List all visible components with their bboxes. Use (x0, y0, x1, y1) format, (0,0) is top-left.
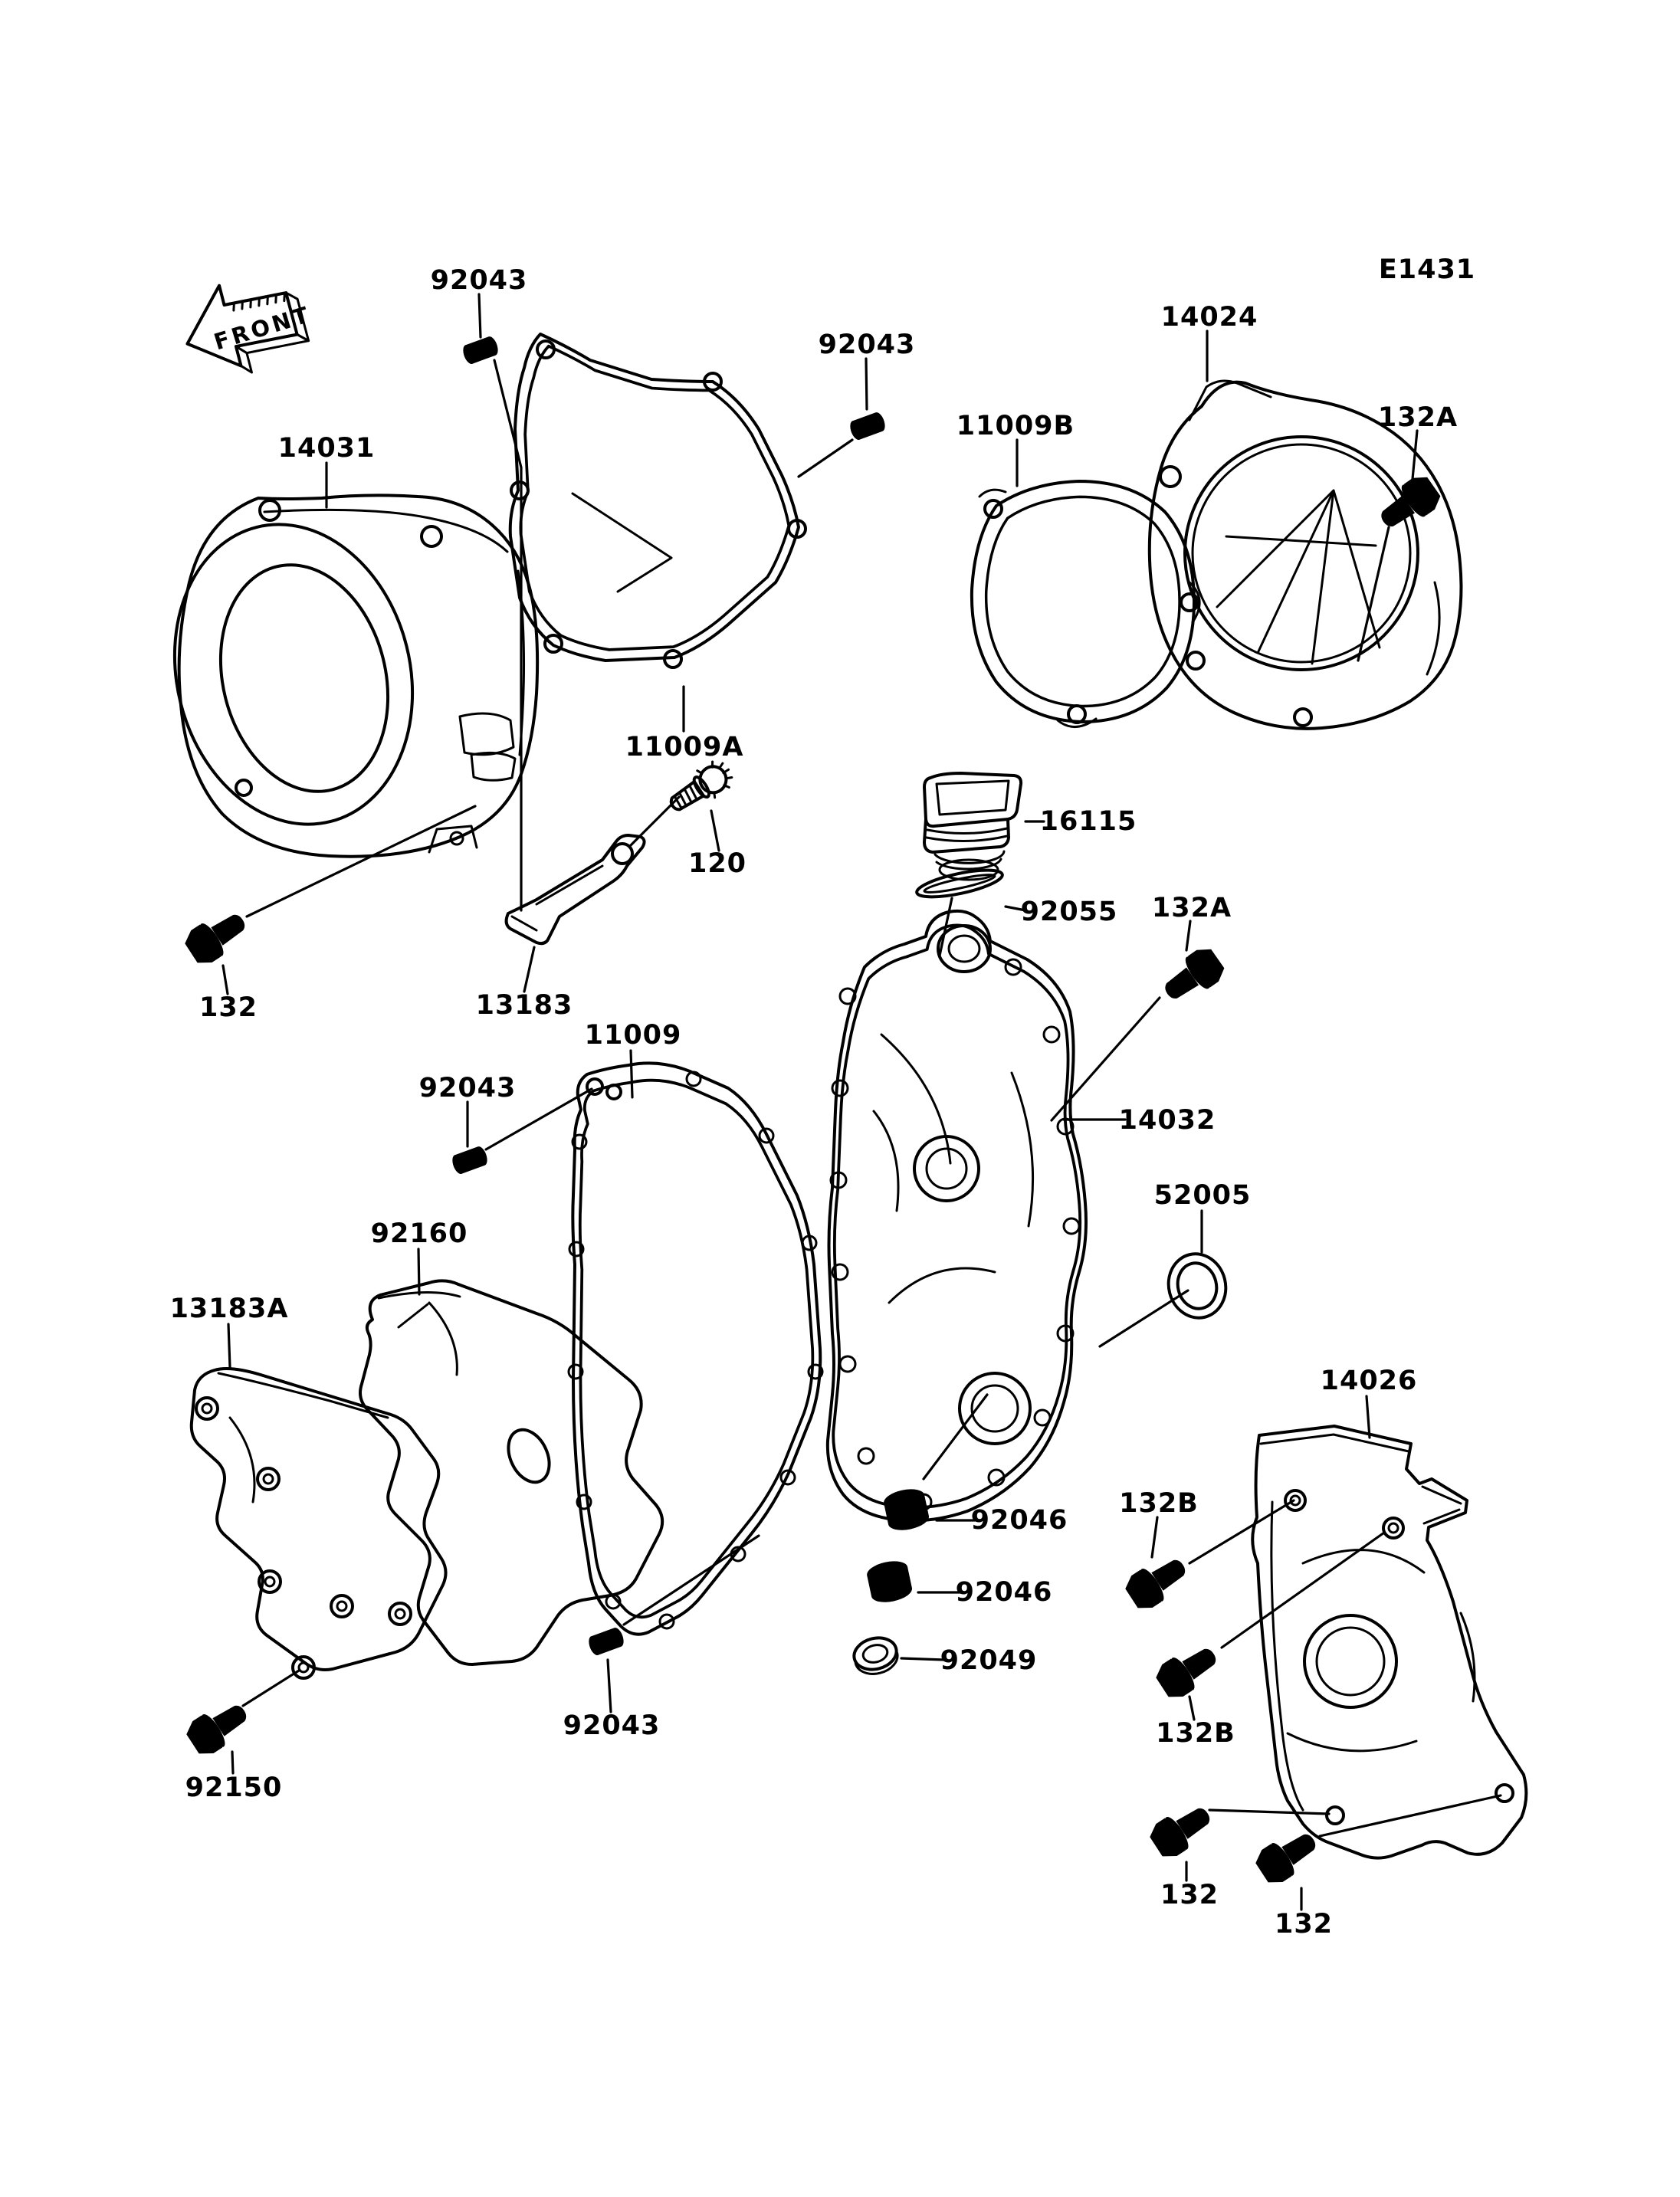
part-label-132A-b: 132A (1151, 893, 1232, 923)
part-label-92049: 92049 (940, 1645, 1038, 1676)
part-92046-bearing-b (865, 1558, 914, 1605)
part-label-52005: 52005 (1153, 1180, 1252, 1211)
part-11009B-gasket (972, 481, 1199, 727)
part-label-92160: 92160 (370, 1218, 468, 1249)
part-label-13183: 13183 (475, 990, 573, 1021)
part-52005-seal (1162, 1248, 1232, 1323)
part-120-screw (664, 756, 737, 820)
part-label-92046-a: 92046 (970, 1505, 1068, 1536)
part-label-132-bot-a: 132 (1160, 1880, 1219, 1910)
part-92055-o-ring (915, 864, 1005, 902)
part-92043-pin-b (848, 411, 887, 441)
part-label-92043-b: 92043 (818, 330, 916, 360)
part-label-132-left: 132 (199, 992, 258, 1023)
part-14032-clutch-cover (828, 911, 1086, 1521)
part-label-14031: 14031 (277, 433, 376, 464)
part-label-92043-c: 92043 (418, 1073, 517, 1103)
labels-layer (170, 265, 1459, 1940)
part-13183A-plate (192, 1369, 446, 1678)
part-label-92055: 92055 (1020, 897, 1118, 927)
page-code: E1431 (1378, 254, 1476, 285)
part-label-120: 120 (687, 848, 747, 879)
part-92046-bearing-a (882, 1486, 931, 1533)
part-label-11009: 11009 (584, 1020, 682, 1051)
part-132B-bolt-b (1152, 1638, 1224, 1703)
part-13183-lever (507, 835, 645, 943)
part-label-92150: 92150 (185, 1772, 283, 1803)
part-label-92043-a: 92043 (430, 265, 528, 296)
part-label-11009B: 11009B (956, 411, 1075, 441)
part-14031-generator-cover (144, 495, 538, 856)
part-label-11009A: 11009A (625, 732, 744, 762)
part-label-16115: 16115 (1039, 806, 1137, 837)
part-14026-sprocket-cover (1252, 1426, 1526, 1858)
part-label-13183A: 13183A (169, 1294, 289, 1324)
part-label-92043-d: 92043 (563, 1710, 661, 1741)
part-label-92046-b: 92046 (955, 1577, 1053, 1608)
part-label-132-bot-b: 132 (1274, 1909, 1334, 1940)
part-92049-seal (851, 1634, 901, 1678)
part-92043-pin-d (586, 1626, 625, 1657)
part-label-14024: 14024 (1160, 302, 1258, 333)
part-label-14026: 14026 (1320, 1366, 1418, 1396)
part-11009A-gasket (510, 334, 806, 667)
part-16115-oil-cap (924, 773, 1021, 880)
part-label-14032: 14032 (1118, 1105, 1216, 1136)
part-label-132B-a: 132B (1119, 1488, 1199, 1519)
front-arrow (172, 258, 323, 390)
part-132B-bolt-a (1121, 1549, 1193, 1615)
part-label-132A-a: 132A (1377, 402, 1459, 433)
part-92043-pin-c (450, 1145, 489, 1176)
part-14024-cover (1150, 381, 1462, 729)
part-132-bolt-left (181, 903, 253, 969)
part-132A-bolt-b (1157, 943, 1229, 1010)
part-label-132B-b: 132B (1156, 1718, 1235, 1749)
part-11009-gasket (569, 1063, 822, 1634)
front-arrow-label: FRONT (211, 300, 315, 356)
part-132-bolt-bottom-a (1146, 1797, 1218, 1863)
